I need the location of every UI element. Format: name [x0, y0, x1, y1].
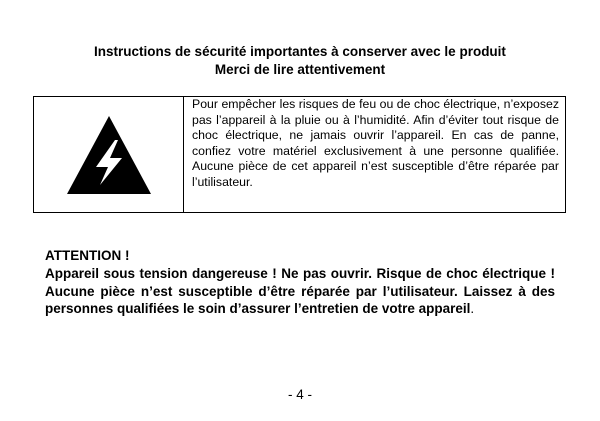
electric-shock-warning-icon [65, 114, 153, 196]
warning-icon-cell [34, 97, 184, 212]
attention-paragraph [45, 265, 555, 318]
safety-warning-box [33, 96, 566, 213]
attention-heading: ATTENTION ! [45, 248, 130, 263]
document-title: Instructions de sécurité importantes à conserver avec le produit [94, 44, 506, 59]
document-subtitle: Merci de lire attentivement [214, 62, 386, 77]
attention-text: Appareil sous tension dangereuse ! Ne pas ouvrir. Risque de choc électrique ! Aucune pièce n’est susceptible d’être réparée par l’utilisateur. Laissez à des personnes qualifiées le soin d’assurer l’entretien de votre appareil [45, 266, 555, 317]
warning-text: Pour empêcher les risques de feu ou de choc électrique, n’exposez pas l’appareil à la pluie ou à l’humidité. Afin d’éviter tout risque de choc électrique, ne jamais ouvrir l’appareil. En cas de panne, confiez votre matériel exclusivement à une personne qualifiée. Aucune pièce de cet appareil n’est susceptible d’être réparée par l’utilisateur. [192, 97, 559, 189]
attention-end-period: . [470, 301, 475, 317]
page-number: - 4 - [287, 387, 312, 402]
